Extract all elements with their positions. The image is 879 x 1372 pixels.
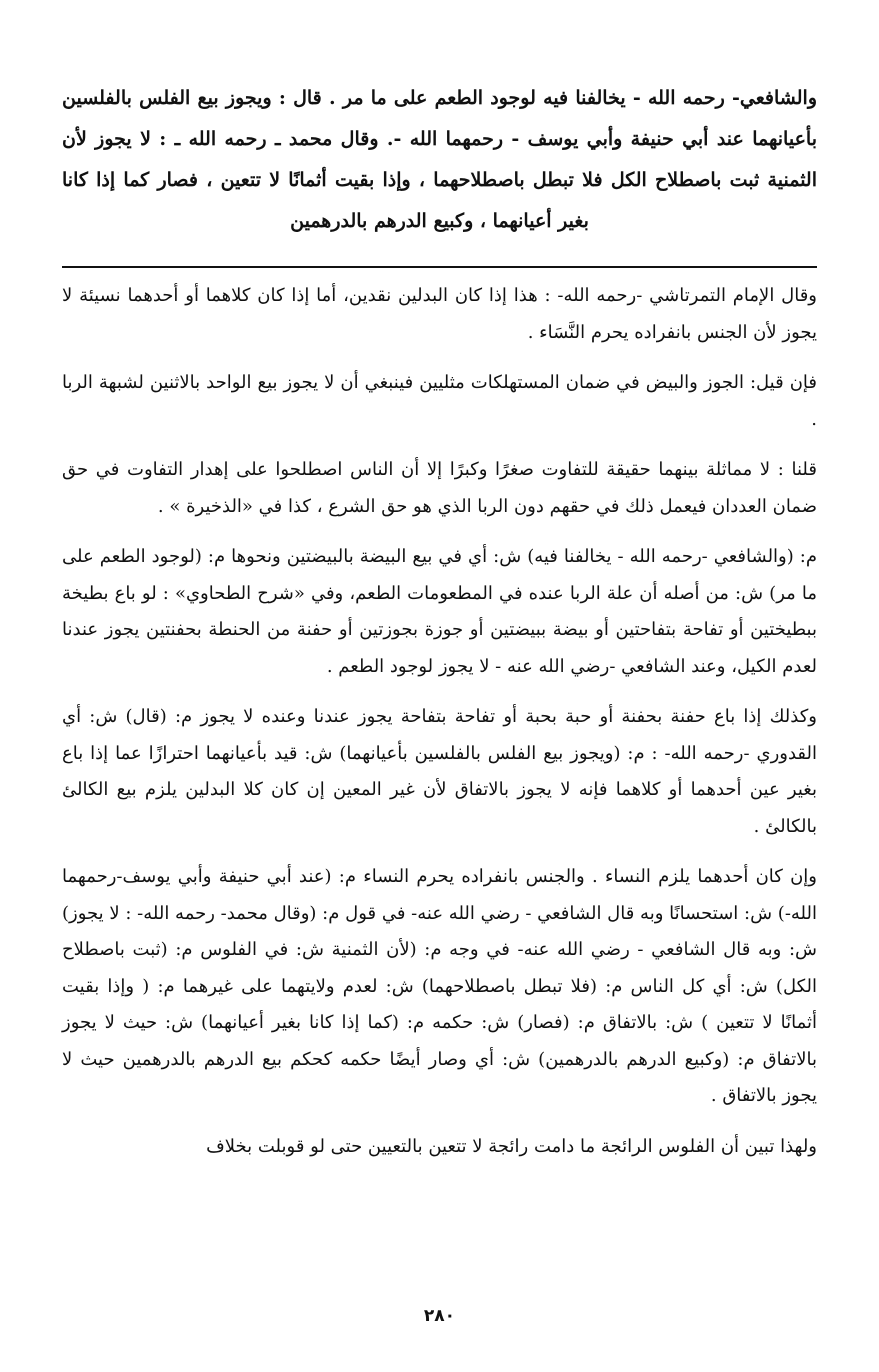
matn-text: والشافعي- رحمه الله - يخالفنا فيه لوجود الطعم على ما مر . قال : ويجوز بيع الفلس بالفلسين بأعيانهما عند أبي حنيفة وأبي يوسف - رحمهما الله -. وقال محمد ـ رحمه الله ـ : لا يجوز لأن الثمنية ثبت باصطلاح الكل فلا تبطل باصطلاحهما ، وإذا بقيت أثمانًا لا تتعين ، فصار كما إذا كانا بغير أعيانهما ، وكبيع الدرهم بالدرهمين bbox=[62, 87, 817, 232]
separator-rule bbox=[62, 266, 817, 268]
commentary bbox=[62, 278, 817, 1165]
commentary-paragraph: وقال الإمام التمرتاشي -رحمه الله- : هذا إذا كان البدلين نقدين، أما إذا كان كلاهما أو أحدهما نسيئة لا يجوز لأن الجنس بانفراده يحرم النَّسَاء . bbox=[62, 285, 818, 343]
commentary-paragraph: وإن كان أحدهما يلزم النساء . والجنس بانفراده يحرم النساء م: (عند أبي حنيفة وأبي يوسف-رحمهما الله-) ش: استحسانًا وبه قال الشافعي - رضي الله عنه- في قول م: (وقال محمد- رحمه الله- : لا يجوز) ش: وبه قال الشافعي - رضي الله عنه- في وجه م: (لأن الثمنية ش: في الفلوس م: (ثبت باصطلاح الكل) ش: أي كل الناس م: (فلا تبطل باصطلاحهما) ش: لعدم ولايتهما على غيرهما م: ( وإذا بقيت أثمانًا لا تتعين ) ش: بالاتفاق م: (فصار) ش: حكمه م: (كما إذا كانا بغير أعيانهما) ش: حيث لا يجوز بالاتفاق م: (وكبيع الدرهم بالدرهمين) ش: أي وصار أيضًا حكمه كحكم بيع الدرهم بالدرهمين حيث لا يجوز بالاتفاق . bbox=[62, 866, 817, 1106]
commentary-paragraph: قلنا : لا مماثلة بينهما حقيقة للتفاوت صغرًا وكبرًا إلا أن الناس اصطلحوا على إهدار التفاوت في حق ضمان العددان فيعمل ذلك في حقهم دون الربا الذي هو حق الشرع ، كذا في «الذخيرة » . bbox=[62, 459, 817, 517]
commentary-paragraph: م: (والشافعي -رحمه الله - يخالفنا فيه) ش: أي في بيع البيضة بالبيضتين ونحوها م: (لوجود الطعم على ما مر) ش: من أصله أن علة الربا عنده في المطعومات الطعم، وفي «شرح الطحاوي» : لو باع بطيخة ببطيختين أو تفاحة بتفاحتين أو بيضة ببيضتين أو جوزة بجوزتين أو حفنة من الحنطة بحفنتين يجوز عندنا لعدم الكيل، وعند الشافعي -رضي الله عنه - لا يجوز لوجود الطعم . bbox=[62, 546, 817, 677]
page-number: ٢٨٠ bbox=[423, 1306, 456, 1326]
commentary-paragraph: وكذلك إذا باع حفنة بحفنة أو حبة بحبة أو تفاحة بتفاحة يجوز عندنا وعنده لا يجوز م: (قال) ش: أي القدوري -رحمه الله- : م: (ويجوز بيع الفلس بالفلسين بأعيانهما) ش: قيد بأعيانهما احترازًا عما إذا باع بغير عين أحدهما أو كلاهما فإنه لا يجوز بالاتفاق لأن غير المعين إن كان كلا البدلين يلزم بيع الكالئ بالكالئ . bbox=[62, 706, 817, 837]
commentary-paragraph: فإن قيل: الجوز والبيض في ضمان المستهلكات مثليين فينبغي أن لا يجوز بيع الواحد بالاثنين لشبهة الربا . bbox=[62, 372, 817, 430]
commentary-paragraph: ولهذا تبين أن الفلوس الرائجة ما دامت رائجة لا تتعين بالتعيين حتى لو قوبلت بخلاف bbox=[206, 1135, 817, 1157]
